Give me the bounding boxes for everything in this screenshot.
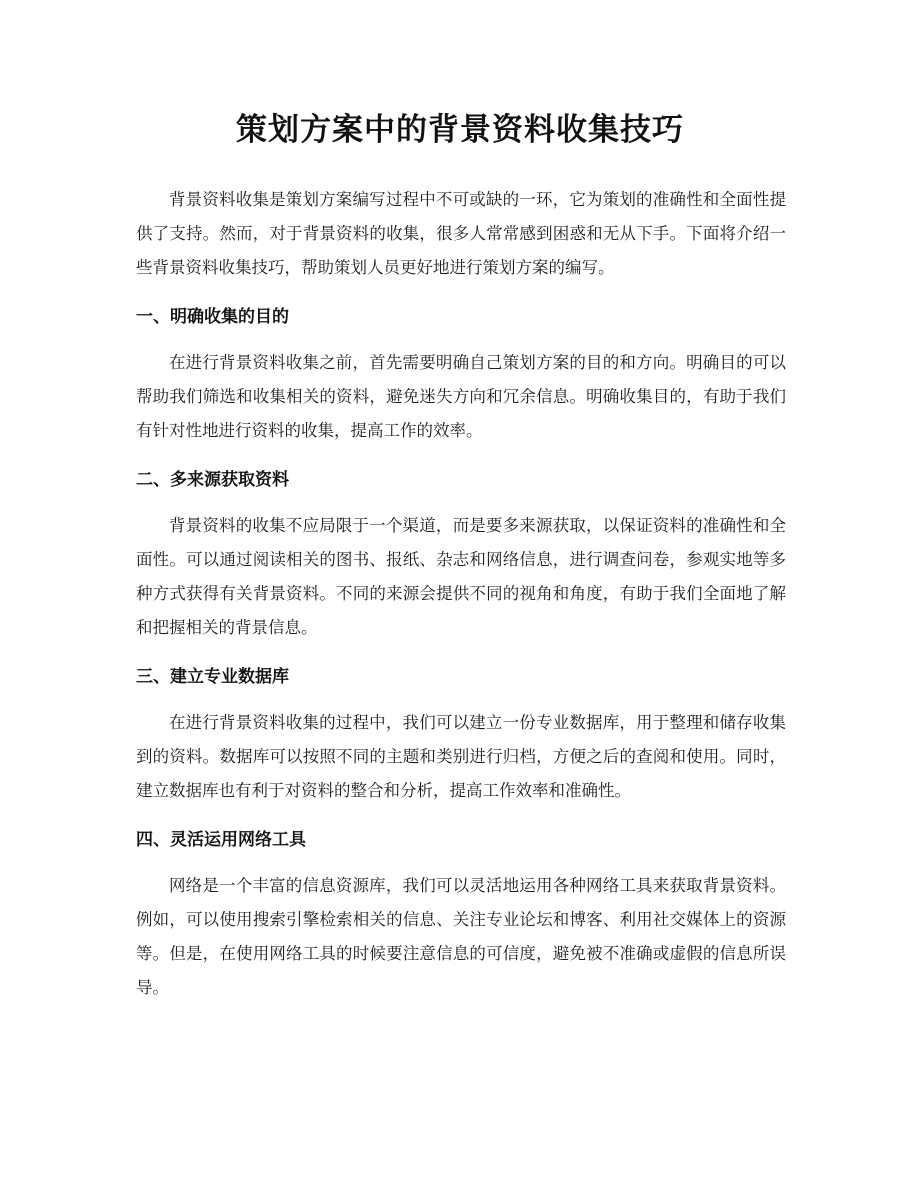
page-title: 策划方案中的背景资料收集技巧 [236,112,684,148]
section-body-3: 在进行背景资料收集的过程中，我们可以建立一份专业数据库，用于整理和储存收集到的资料。数据库可以按照不同的主题和类别进行归档，方便之后的查阅和使用。同时，建立数据库也有利于对资料的整合和分析，提高工作效率和准确性。 [136,713,786,800]
section-body-4: 网络是一个丰富的信息资源库，我们可以灵活地运用各种网络工具来获取背景资料。例如，可以使用搜索引擎检索相关的信息、关注专业论坛和博客、利用社交媒体上的资源等。但是，在使用网络工具的时候要注意信息的可信度，避免被不准确或虚假的信息所误导。 [136,876,786,997]
section-heading-4: 四、灵活运用网络工具 [136,830,306,850]
intro-paragraph: 背景资料收集是策划方案编写过程中不可或缺的一环，它为策划的准确性和全面性提供了支持。然而，对于背景资料的收集，很多人常常感到困惑和无从下手。下面将介绍一些背景资料收集技巧，帮助策划人员更好地进行策划方案的编写。 [136,190,786,277]
section-heading-2: 二、多来源获取资料 [136,470,289,490]
document-body [136,183,786,1005]
section-heading-1: 一、明确收集的目的 [136,307,289,327]
section-body-2: 背景资料的收集不应局限于一个渠道，而是要多来源获取，以保证资料的准确性和全面性。可以通过阅读相关的图书、报纸、杂志和网络信息，进行调查问卷，参观实地等多种方式获得有关背景资料。不同的来源会提供不同的视角和角度，有助于我们全面地了解和把握相关的背景信息。 [136,516,786,637]
section-heading-3: 三、建立专业数据库 [136,667,289,687]
section-body-1: 在进行背景资料收集之前，首先需要明确自己策划方案的目的和方向。明确目的可以帮助我们筛选和收集相关的资料，避免迷失方向和冗余信息。明确收集目的，有助于我们有针对性地进行资料的收集，提高工作的效率。 [136,353,786,440]
